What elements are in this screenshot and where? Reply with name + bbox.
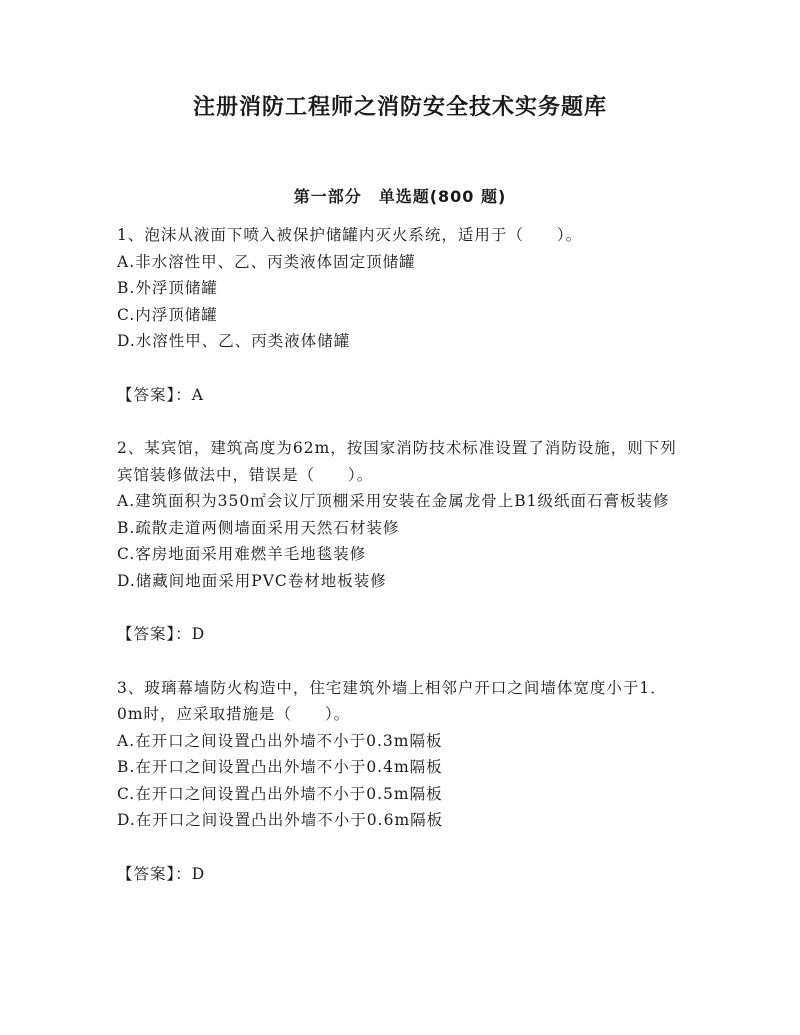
option-b: B.疏散走道两侧墙面采用天然石材装修 — [117, 518, 400, 537]
option-b: B.在开口之间设置凸出外墙不小于0.4m隔板 — [117, 758, 443, 776]
option-c: C.内浮顶储罐 — [117, 305, 218, 324]
answer-line: 【答案】：A — [117, 385, 204, 404]
option-b: B.外浮顶储罐 — [117, 279, 218, 297]
answer-line: 【答案】：D — [117, 864, 206, 883]
option-d: D.储藏间地面采用PVC卷材地板装修 — [117, 571, 387, 590]
question-list — [117, 222, 677, 887]
section-heading: 第一部分 单选题(800 题) — [293, 187, 507, 206]
option-d: D.在开口之间设置凸出外墙不小于0.6m隔板 — [117, 811, 444, 829]
question-block — [117, 435, 677, 648]
option-c: C.在开口之间设置凸出外墙不小于0.5m隔板 — [117, 784, 443, 803]
answer-line: 【答案】：D — [117, 625, 206, 643]
option-a: A.在开口之间设置凸出外墙不小于0.3m隔板 — [117, 731, 443, 750]
question-stem: 3、玻璃幕墙防火构造中，住宅建筑外墙上相邻户开口之间墙体宽度小于1．0m时，应采取措施是（ ）。 — [117, 678, 667, 723]
question-block — [117, 222, 677, 408]
option-d: D.水溶性甲、乙、丙类液体储罐 — [117, 332, 351, 350]
option-c: C.客房地面采用难燃羊毛地毯装修 — [117, 545, 367, 563]
question-stem: 1、泡沫从液面下喷入被保护储罐内灭火系统，适用于（ ）。 — [117, 226, 583, 244]
option-a: A.建筑面积为350㎡会议厅顶棚采用安装在金属龙骨上B1级纸面石膏板装修 — [117, 492, 670, 510]
question-stem: 2、某宾馆，建筑高度为62m，按国家消防技术标准设置了消防设施，则下列宾馆装修做法中，错误是（ ）。 — [117, 439, 677, 484]
question-block — [117, 675, 677, 888]
document-title: 注册消防工程师之消防安全技术实务题库 — [192, 95, 607, 120]
option-a: A.非水溶性甲、乙、丙类液体固定顶储罐 — [117, 252, 416, 271]
